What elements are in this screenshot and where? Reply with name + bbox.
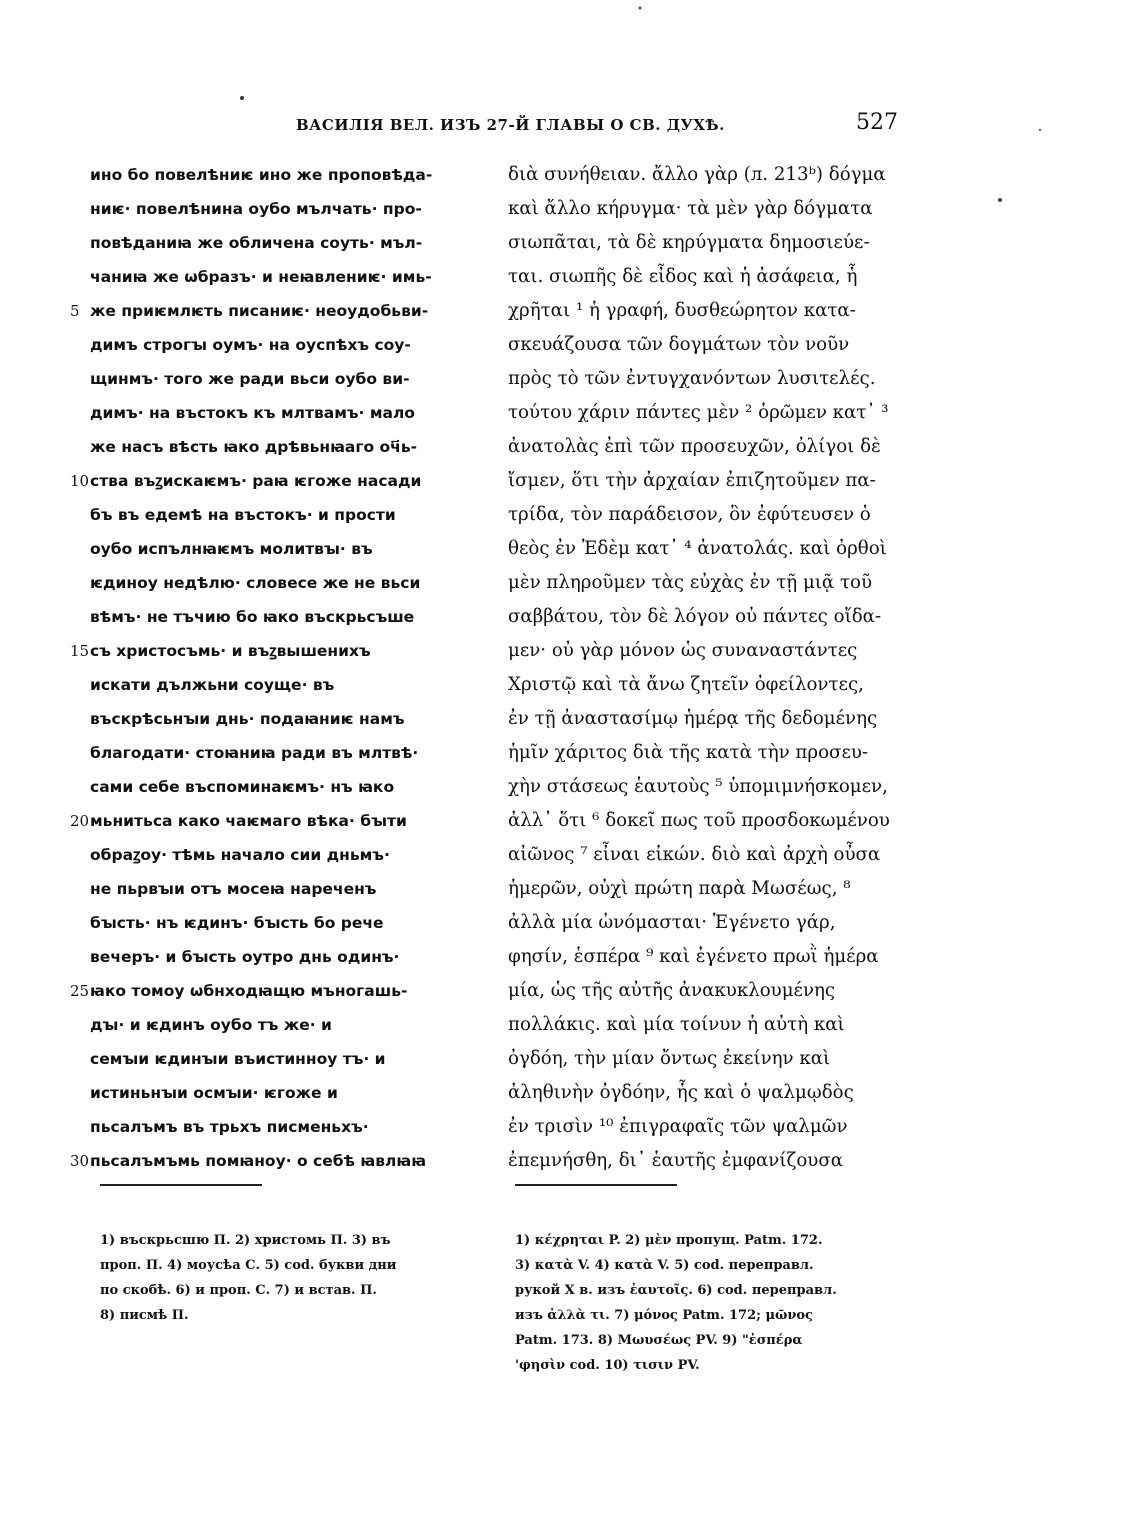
footnote-line: 1) κέχρηται P. 2) μὲν пропущ. Patm. 172. [515, 1233, 823, 1248]
text-line: обраꙁоу· тѣмь начало сии дньмъ· [90, 846, 390, 864]
greek-column [508, 158, 908, 1178]
text-line: ἐν τρισὶν ¹⁰ ἐπιγραφαῖς τῶν ψαλμῶν [508, 1116, 848, 1137]
footnote-line: по скобѣ. 6) и проп. С. 7) и встав. П. [100, 1283, 377, 1298]
text-line: αἰῶνος ⁷ εἶναι εἰκών. διὸ καὶ ἀρχὴ οὖσα [508, 844, 881, 865]
line-number: 5 [70, 302, 80, 320]
footnote-line: 1) въскрьсшю П. 2) христомь П. 3) въ [100, 1233, 391, 1248]
text-line: пьсалъмъ въ трьхъ писменьхъ· [90, 1118, 369, 1136]
text-line: σκευάζουσα τῶν δογμάτων τὸν νοῦν [508, 334, 850, 355]
line-number: 10 [70, 472, 90, 490]
footnote-line: проп. П. 4) моусѣа С. 5) cod. букви дни [100, 1258, 397, 1273]
text-line: διὰ συνήθειαν. ἄλλο γὰρ (л. 213ᵇ) δόγμα [508, 164, 886, 185]
text-line: θεὸς ἐν Ἐδὲμ κατ᾿ ⁴ ἀνατολάς. καὶ ὀρθοὶ [508, 538, 887, 559]
text-line: ꙗко томоу ѡбнходꙗщю мъногашь- [90, 982, 408, 1000]
speck [639, 7, 642, 10]
text-line: Χριστῷ καὶ τὰ ἄνω ζητεῖν ὀφείλοντες, [508, 674, 864, 695]
text-line: ἐν τῇ ἀναστασίμῳ ἡμέρᾳ τῆς δεδομένης [508, 708, 878, 729]
text-line: семꙑи ѥдинꙑи въистинноу тъ· и [90, 1050, 386, 1068]
text-line: μὲν πληροῦμεν τὰς εὐχὰς ἐν τῇ μιᾷ τοῦ [508, 572, 873, 593]
text-line: ниѥ· повелѣнина оубо мълчать· про- [90, 200, 422, 218]
text-line: πολλάκις. καὶ μία τοίνυν ἡ αὐτὴ καὶ [508, 1014, 845, 1035]
text-line: ства въꙁискаѥмъ· раꙗ ѥгоже насади [90, 472, 422, 490]
text-line: димъ· на въстокъ къ млтвамъ· мало [90, 404, 415, 422]
text-line: ἡμερῶν, οὐχὶ πρώτη παρὰ Μωσέως, ⁸ [508, 878, 851, 899]
text-line: оубо испълнꙗѥмъ молитвꙑ· въ [90, 540, 373, 558]
text-line: въскрѣсьнꙑи днь· подаꙗниѥ намъ [90, 710, 405, 728]
text-line: благодати· стоꙗниꙗ ради въ млтвѣ· [90, 744, 419, 762]
text-line: ὀγδόη, τὴν μίαν ὄντως ἐκείνην καὶ [508, 1048, 831, 1069]
text-line: ἡμῖν χάριτος διὰ τῆς κατὰ τὴν προσευ- [508, 742, 869, 763]
text-line: повѣданиꙗ же обличена соуть· мъл- [90, 234, 423, 252]
text-line: пьсалъмъмь помꙗноу· о себѣ ꙗвлꙗꙗ [90, 1152, 427, 1170]
text-line: σιωπᾶται, τὰ δὲ κηρύγματα δημοσιεύε- [508, 232, 870, 253]
church-slavonic-column [90, 158, 490, 1178]
text-line: щинмъ· того же ради вьси оубо ви- [90, 370, 410, 388]
text-line: съ христосъмь· и въꙁвышенихъ [90, 642, 371, 660]
text-line: мьнитьса како чаѥмаго вѣка· бꙑти [90, 812, 407, 830]
text-line: μεν· οὐ γὰρ μόνον ὡς συναναστάντες [508, 640, 858, 661]
line-number: 20 [70, 812, 90, 830]
text-line: τρίδα, τὸν παράδεισον, ὃν ἐφύτευσεν ὁ [508, 504, 871, 525]
text-line: ται. σιωπῆς δὲ εἶδος καὶ ἡ ἀσάφεια, ἧ [508, 266, 858, 287]
line-number: 30 [70, 1152, 90, 1170]
text-line: πρὸς τὸ τῶν ἐντυγχανόντων λυσιτελές. [508, 368, 876, 389]
footnote-line: Patm. 173. 8) Μωυσέως PV. 9) "ἑσπέρα [515, 1333, 803, 1348]
text-line: φησίν, ἑσπέρα ⁹ καὶ ἐγένετο πρωῒ ἡμέρα [508, 946, 879, 967]
text-line: καὶ ἄλλο κήρυγμα· τὰ μὲν γὰρ δόγματα [508, 198, 873, 219]
footnote-line: изъ ἀλλὰ τι. 7) μόνος Patm. 172; μῶνος [515, 1308, 813, 1323]
text-line: сами себе въспоминаѥмъ· нъ ꙗко [90, 778, 395, 796]
text-line: χὴν στάσεως ἑαυτοὺς ⁵ ὑπομιμνήσκομεν, [508, 776, 888, 797]
page-number: 527 [856, 110, 898, 135]
text-line: τούτου χάριν πάντες μὲν ² ὁρῶμεν κατ᾿ ³ [508, 402, 889, 423]
footnotes-left [100, 1228, 490, 1328]
footnote-divider-left [100, 1184, 262, 1186]
line-number: 25 [70, 982, 90, 1000]
running-header: ВАСИЛІЯ ВЕЛ. ИЗЪ 27-Й ГЛАВЫ О СВ. ДУХѢ. [296, 116, 725, 134]
footnotes-right [515, 1228, 905, 1378]
text-line: искати дължьни соуще· въ [90, 676, 335, 694]
text-line: же приѥмлѥть писаниѥ· неоудобьви- [90, 302, 429, 320]
text-line: бъ въ едемѣ на въстокъ· и прости [90, 506, 396, 524]
speck [998, 198, 1002, 202]
text-line: ἴσμεν, ὅτι τὴν ἀρχαίαν ἐπιζητοῦμεν πα- [508, 470, 876, 491]
line-number: 15 [70, 642, 90, 660]
text-line: вечеръ· и бꙑсть оутро днь одинъ· [90, 948, 400, 966]
text-line: димъ строгꙑ оумъ· на оуспѣхъ соу- [90, 336, 411, 354]
text-line: ἀληθινὴν ὀγδόην, ἧς καὶ ὁ ψαλμῳδὸς [508, 1082, 854, 1103]
text-line: ἐπεμνήσθη, δι᾿ ἑαυτῆς ἐμφανίζουσα [508, 1150, 844, 1171]
text-line: ѥдиноу недѣлю· словесе же не вьси [90, 574, 421, 592]
footnote-divider-right [515, 1184, 677, 1186]
text-line: χρῆται ¹ ἡ γραφή, δυσθεώρητον κατα- [508, 300, 856, 321]
text-line: μία, ὡς τῆς αὐτῆς ἀνακυκλουμένης [508, 980, 836, 1001]
speck [240, 96, 244, 100]
footnote-line: 3) κατὰ V. 4) κατὰ V. 5) cod. переправл. [515, 1258, 814, 1273]
text-line: дꙑ· и ѥдинъ оубо тъ же· и [90, 1016, 332, 1034]
text-line: чаниꙗ же ѡбразъ· и неꙗвлениѥ· имь- [90, 268, 432, 286]
text-line: вѣмъ· не тъчию бо ꙗко въскрьсъше [90, 608, 415, 626]
text-line: бꙑсть· нъ ѥдинъ· бꙑсть бо рече [90, 914, 384, 932]
text-line: же насъ вѣсть ꙗко дрѣвьнꙗаго оч҃ь- [90, 438, 418, 456]
text-line: ино бо повелѣниѥ ино же проповѣда- [90, 166, 433, 184]
footnote-line: 'φησὶν cod. 10) τισιν PV. [515, 1358, 700, 1373]
footnote-line: 8) писмѣ П. [100, 1308, 189, 1323]
text-line: ἀλλ᾿ ὅτι ⁶ δοκεῖ πως τοῦ προσδοκωμένου [508, 810, 890, 831]
text-line: ἀνατολὰς ἐπὶ τῶν προσευχῶν, ὀλίγοι δὲ [508, 436, 881, 457]
speck [1039, 129, 1041, 131]
text-line: σαββάτου, τὸν δὲ λόγον οὐ πάντες οἴδα- [508, 606, 882, 627]
footnote-line: рукой X в. изъ ἑαυτοῖς. 6) cod. переправл. [515, 1283, 837, 1298]
text-line: не пьрвꙑи отъ мосеꙗ нареченъ [90, 880, 377, 898]
text-line: истиньнꙑи осмꙑи· ѥгоже и [90, 1084, 338, 1102]
text-line: ἀλλὰ μία ὠνόμασται· Ἐγένετο γάρ, [508, 912, 836, 933]
